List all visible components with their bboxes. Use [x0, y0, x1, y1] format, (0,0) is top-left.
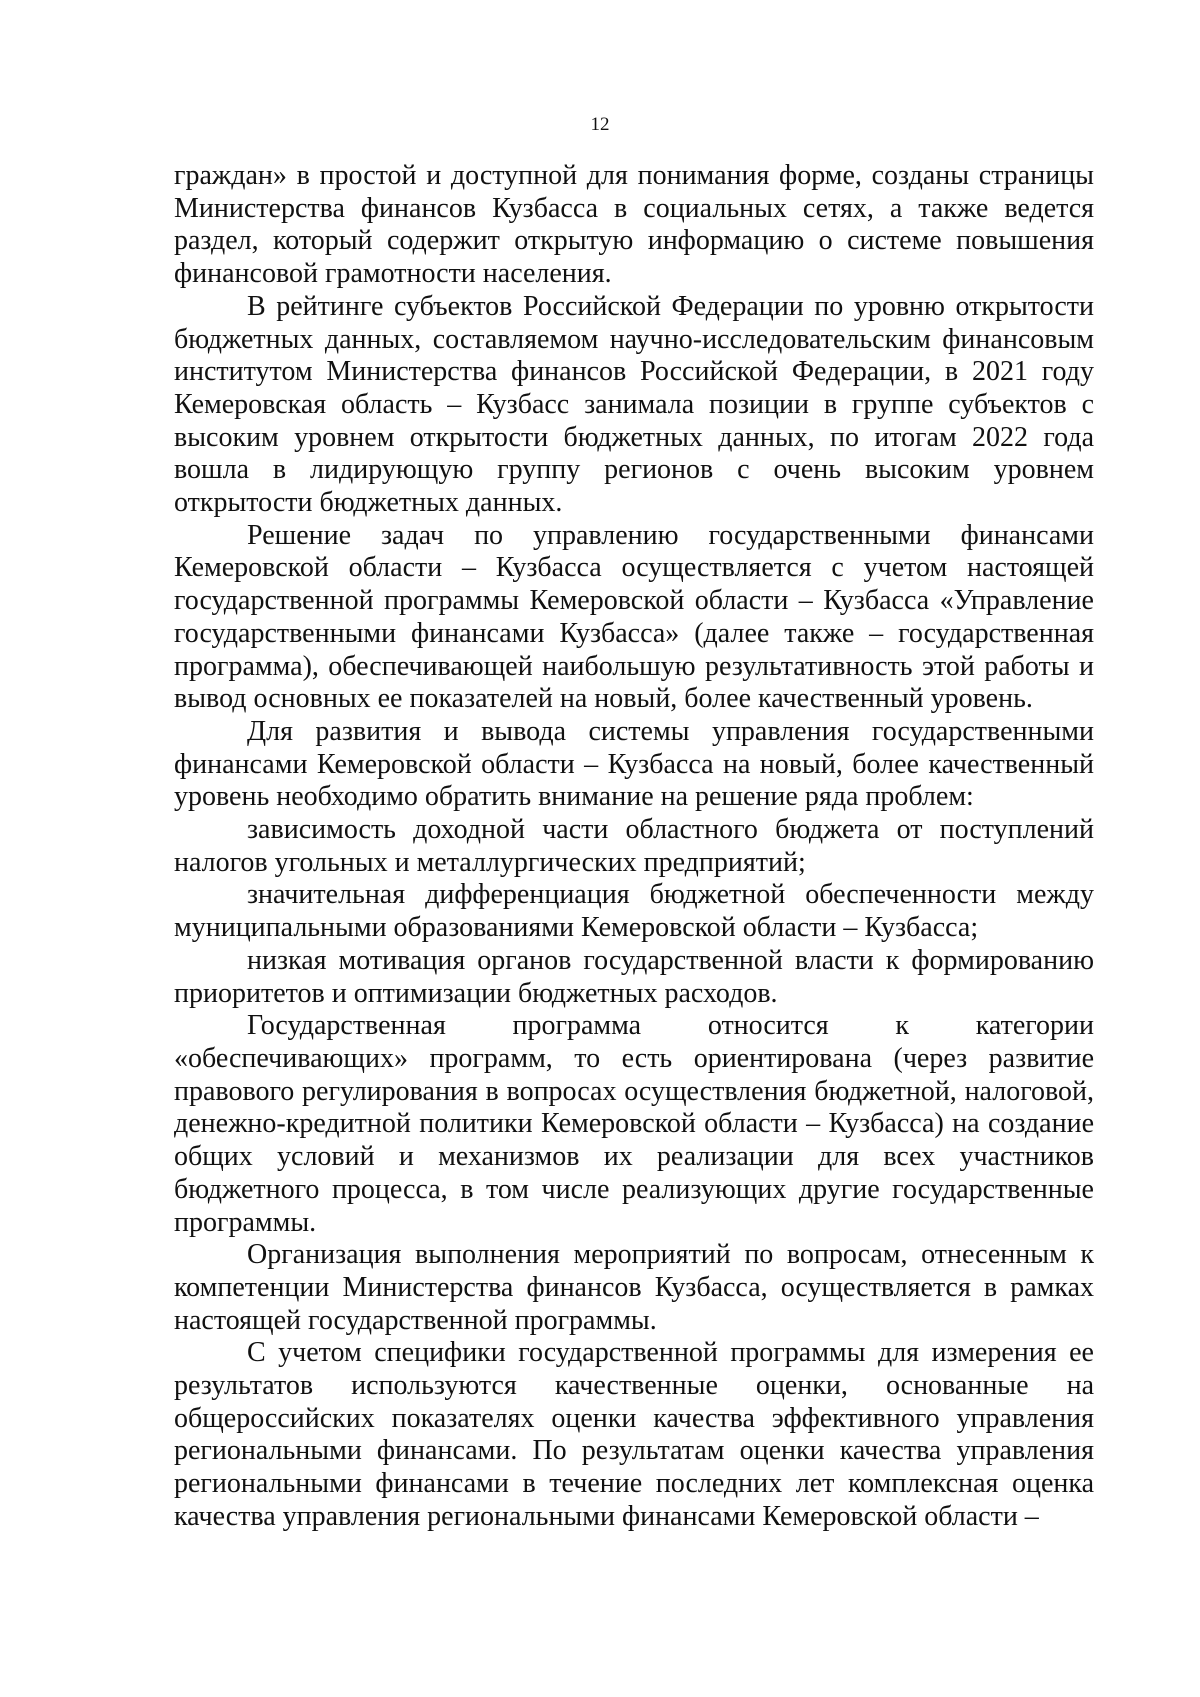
document-body [174, 160, 1094, 1534]
paragraph-continuation: граждан» в простой и доступной для понимания форме, созданы страницы Министерства финансов Кузбасса в социальных сетях, а также ведется раздел, который содержит открытую информацию о системе повышения финансовой грамотности населения. [174, 160, 1094, 290]
paragraph-evaluation: С учетом специфики государственной программы для измерения ее результатов используются качественные оценки, основанные на общероссийских показателях оценки качества эффективного управления региональными финансами. По результатам оценки качества управления региональными финансами в течение последних лет комплексная оценка качества управления региональными финансами Кемеровской области – [174, 1337, 1094, 1532]
paragraph-rating: В рейтинге субъектов Российской Федерации по уровню открытости бюджетных данных, составляемом научно-исследовательским финансовым институтом Министерства финансов Российской Федерации, в 2021 году Кемеровская область – Кузбасс занимала позиции в группе субъектов с высоким уровнем открытости бюджетных данных, по итогам 2022 года вошла в лидирующую группу регионов с очень высоким уровнем открытости бюджетных данных. [174, 290, 1094, 519]
paragraph-program-category: Государственная программа относится к категории «обеспечивающих» программ, то есть ориентирована (через развитие правового регулирования в вопросах осуществления бюджетной, налоговой, денежно-кредитной политики Кемеровской области – Кузбасса) на создание общих условий и механизмов их реализации для всех участников бюджетного процесса, в том числе реализующих другие государственные программы. [174, 1010, 1094, 1238]
paragraph-organization: Организация выполнения мероприятий по вопросам, отнесенным к компетенции Министерства финансов Кузбасса, осуществляется в рамках настоящей государственной программы. [174, 1239, 1094, 1336]
paragraph-problem-2: значительная дифференциация бюджетной обеспеченности между муниципальными образованиями Кемеровской области – Кузбасса; [174, 879, 1094, 944]
paragraph-development: Для развития и вывода системы управления государственными финансами Кемеровской области – Кузбасса на новый, более качественный уровень необходимо обратить внимание на решение ряда проблем: [174, 715, 1094, 813]
page-number: 12 [590, 114, 610, 135]
paragraph-tasks: Решение задач по управлению государственными финансами Кемеровской области – Кузбасса осуществляется с учетом настоящей государственной программы Кемеровской области – Кузбасса «Управление государственными финансами Кузбасса» (далее также – государственная программа), обеспечивающей наибольшую результативность этой работы и вывод основных ее показателей на новый, более качественный уровень. [174, 519, 1094, 715]
paragraph-problem-1: зависимость доходной части областного бюджета от поступлений налогов угольных и металлургических предприятий; [174, 814, 1094, 878]
paragraph-problem-3: низкая мотивация органов государственной власти к формированию приоритетов и оптимизации бюджетных расходов. [174, 944, 1094, 1009]
